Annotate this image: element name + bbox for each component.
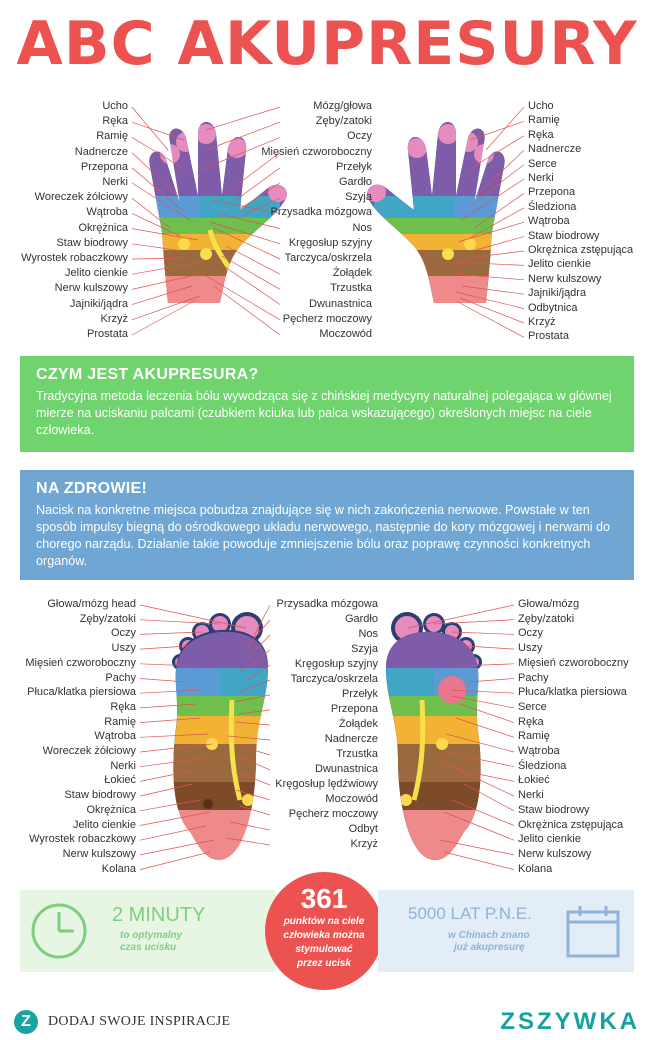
hand-center-label: Przełyk bbox=[335, 160, 372, 173]
foot-center-label: Nos bbox=[358, 628, 378, 640]
hand-center-label: Żołądek bbox=[332, 267, 372, 280]
foot-center-label: Przysadka mózgowa bbox=[276, 598, 378, 610]
foot-right-label: Pachy bbox=[518, 671, 549, 684]
foot-left-label: Wątroba bbox=[94, 730, 136, 743]
hand-center-label: Mięsień czworoboczny bbox=[261, 145, 372, 158]
foot-right-label: Oczy bbox=[518, 627, 544, 640]
right-foot-illustration bbox=[374, 612, 494, 870]
foot-left-leader-line bbox=[140, 852, 210, 870]
foot-right-label: Nerw kulszowy bbox=[518, 847, 592, 860]
foot-right-leader-line bbox=[434, 620, 514, 624]
hand-center-label: Oczy bbox=[346, 130, 372, 143]
foot-left-label: Nerw kulszowy bbox=[62, 847, 136, 860]
hand-right-label: Nerw kulszowy bbox=[528, 272, 602, 285]
foot-center-label: Tarczyca/oskrzela bbox=[290, 673, 378, 685]
hand-center-label: Zęby/zatoki bbox=[315, 115, 372, 128]
hand-right-label: Odbytnica bbox=[528, 301, 578, 314]
hand-left-label: Prostata bbox=[87, 328, 128, 340]
zszywka-logo-icon: Z bbox=[14, 1010, 38, 1034]
foot-left-label: Zęby/zatoki bbox=[79, 612, 136, 625]
hand-right-label: Nerki bbox=[528, 172, 554, 184]
stat-points-caption-3: stymulować bbox=[295, 944, 353, 955]
hand-left-label: Przepona bbox=[80, 160, 128, 173]
right-hand-illustration bbox=[354, 110, 514, 306]
hand-center-leader-line bbox=[214, 286, 280, 335]
info-what-is-panel bbox=[20, 356, 634, 452]
foot-left-label: Ręka bbox=[110, 700, 136, 713]
foot-left-label: Oczy bbox=[110, 627, 136, 640]
hand-right-label: Ucho bbox=[528, 100, 554, 112]
foot-left-label: Głowa/mózg head bbox=[47, 598, 136, 610]
stat-minutes-caption-2: czas ucisku bbox=[120, 942, 177, 953]
foot-left-label: Wyrostek robaczkowy bbox=[29, 833, 136, 846]
foot-right-label: Zęby/zatoki bbox=[518, 612, 575, 625]
hand-left-label: Ręka bbox=[102, 115, 128, 128]
hand-right-label: Nadnercze bbox=[528, 143, 582, 156]
foot-right-label: Łokieć bbox=[518, 774, 550, 787]
page-title: ABC AKUPRESURY bbox=[16, 9, 638, 79]
stat-points-circle bbox=[265, 872, 383, 990]
stat-points-caption-1: punktów na ciele bbox=[283, 916, 365, 927]
hand-left-label: Wyrostek robaczkowy bbox=[21, 252, 128, 264]
hand-right-label: Ręka bbox=[528, 128, 554, 141]
foot-right-leader-line bbox=[408, 605, 514, 628]
hand-center-label: Pęcherz moczowy bbox=[282, 312, 372, 325]
foot-right-label: Głowa/mózg bbox=[518, 598, 580, 610]
foot-center-label: Przełyk bbox=[341, 688, 378, 700]
hand-right-label: Wątroba bbox=[528, 215, 570, 228]
stat-minutes-value: 2 MINUTY bbox=[112, 904, 206, 926]
info-what-is-text: Tradycyjna metoda leczenia bólu wywodząca się z chińskiej medycyny naturalnej polegająca w głównej mierze na uciskaniu palcami (czubkiem kciuka lub palca wskazującego) określonych miejsc na ciele człowieka. bbox=[36, 389, 612, 437]
hand-center-label: Trzustka bbox=[330, 282, 372, 295]
info-health-text: Nacisk na konkretne miejsca pobudza znajdujące się w nich zakończenia nerwowe. Powstałe w ten sposób impulsy biegną do ośrodkowego układu nerwowego, następnie do kory mózgowej i nerwami do chorego narządu. Działanie takie powoduje zmniejszenie bólu oraz poprawę czynności konkretnych organów. bbox=[36, 503, 611, 568]
foot-center-label: Kręgosłup lędźwiowy bbox=[275, 778, 378, 790]
footer-cta[interactable] bbox=[14, 1010, 230, 1034]
left-foot-illustration bbox=[160, 612, 280, 870]
foot-left-label: Mięsień czworoboczny bbox=[25, 656, 136, 669]
foot-right-label: Staw biodrowy bbox=[518, 803, 590, 816]
hand-left-label: Jajniki/jądra bbox=[69, 297, 128, 310]
hand-center-label: Przysadka mózgowa bbox=[270, 206, 372, 219]
foot-center-label: Gardło bbox=[344, 613, 378, 625]
stat-years-value: 5000 LAT P.N.E. bbox=[408, 904, 532, 923]
hand-center-label: Dwunastnica bbox=[309, 297, 372, 310]
stat-points-caption-2: człowieka można bbox=[283, 930, 365, 941]
hand-center-label: Kręgosłup szyjny bbox=[288, 236, 372, 249]
hand-center-leader-line bbox=[218, 262, 280, 305]
hand-right-label: Jelito cienkie bbox=[528, 258, 591, 271]
foot-left-label: Staw biodrowy bbox=[64, 789, 136, 802]
stat-points-caption-4: przez ucisk bbox=[297, 958, 351, 969]
hand-center-leader-line bbox=[226, 246, 280, 274]
hand-right-label: Ramię bbox=[528, 114, 560, 127]
foot-right-label: Płuca/klatka piersiowa bbox=[518, 686, 627, 699]
hand-center-label: Gardło bbox=[338, 176, 372, 188]
foot-center-label: Kręgosłup szyjny bbox=[294, 658, 378, 670]
foot-right-label: Kolana bbox=[518, 862, 553, 875]
calendar-icon bbox=[562, 900, 624, 962]
foot-center-label: Krzyż bbox=[350, 838, 378, 850]
hand-right-label: Jajniki/jądra bbox=[528, 287, 587, 300]
foot-left-label: Jelito cienkie bbox=[73, 818, 136, 831]
foot-left-label: Nerki bbox=[110, 759, 136, 772]
hand-right-leader-line bbox=[486, 107, 524, 150]
foot-center-label: Żołądek bbox=[338, 718, 378, 730]
hand-left-label: Nadnercze bbox=[74, 145, 128, 158]
hand-left-label: Ramię bbox=[96, 130, 128, 143]
foot-left-leader-line bbox=[140, 605, 246, 628]
foot-left-label: Łokieć bbox=[104, 774, 136, 787]
foot-right-label: Ramię bbox=[518, 730, 550, 743]
foot-center-label: Szyja bbox=[351, 643, 378, 655]
foot-right-label: Wątroba bbox=[518, 745, 560, 757]
hand-left-leader-line bbox=[132, 300, 196, 335]
stat-minutes-caption-1: to optymalny bbox=[120, 930, 183, 941]
hand-left-label: Krzyż bbox=[100, 312, 128, 325]
info-what-is-heading: CZYM JEST AKUPRESURA? bbox=[36, 366, 259, 383]
clock-icon bbox=[28, 900, 90, 962]
hand-right-label: Śledziona bbox=[528, 200, 577, 213]
hand-right-label: Okrężnica zstępująca bbox=[528, 244, 634, 256]
hand-right-label: Serce bbox=[528, 157, 557, 170]
hand-left-label: Okrężnica bbox=[78, 221, 128, 234]
foot-left-leader-line bbox=[140, 620, 220, 624]
foot-left-label: Pachy bbox=[105, 671, 136, 684]
hand-right-label: Staw biodrowy bbox=[528, 229, 600, 242]
hand-center-label: Moczowód bbox=[319, 328, 372, 340]
foot-right-label: Okrężnica zstępująca bbox=[518, 818, 624, 831]
foot-center-label: Trzustka bbox=[336, 748, 378, 760]
foot-right-leader-line bbox=[444, 852, 514, 870]
info-health-heading: NA ZDROWIE! bbox=[36, 480, 148, 497]
footer-cta-text: DODAJ SWOJE INSPIRACJE bbox=[48, 1014, 231, 1029]
foot-right-label: Ręka bbox=[518, 715, 544, 728]
foot-right-label: Jelito cienkie bbox=[518, 833, 581, 846]
foot-left-label: Ramię bbox=[104, 715, 136, 728]
stat-points-value: 361 bbox=[300, 883, 348, 914]
foot-right-label: Uszy bbox=[518, 642, 543, 655]
foot-right-label: Śledziona bbox=[518, 759, 567, 772]
hand-left-label: Wątroba bbox=[86, 206, 128, 219]
foot-left-label: Kolana bbox=[101, 862, 136, 875]
hand-center-label: Szyja bbox=[345, 191, 372, 204]
stat-years-box bbox=[378, 890, 634, 972]
stat-years-caption-2: już akupresurę bbox=[454, 942, 525, 953]
hand-right-leader-line bbox=[460, 298, 524, 323]
hand-left-label: Woreczek żółciowy bbox=[34, 191, 128, 204]
brand-logo: ZSZYWKA bbox=[500, 1008, 640, 1035]
foot-left-label: Woreczek żółciowy bbox=[42, 745, 136, 757]
hand-right-label: Krzyż bbox=[528, 316, 556, 328]
hand-center-label: Tarczyca/oskrzela bbox=[284, 252, 372, 264]
stat-years-caption-1: w Chinach znano bbox=[448, 930, 530, 941]
stat-minutes-box bbox=[20, 890, 276, 972]
foot-left-label: Uszy bbox=[111, 642, 136, 655]
foot-right-label: Nerki bbox=[518, 789, 544, 802]
foot-center-label: Nadnercze bbox=[324, 733, 378, 745]
info-health-panel bbox=[20, 470, 634, 580]
hand-left-label: Nerki bbox=[102, 176, 128, 188]
foot-center-label: Moczowód bbox=[325, 793, 378, 805]
hand-center-label: Mózg/głowa bbox=[313, 100, 372, 112]
foot-left-label: Płuca/klatka piersiowa bbox=[27, 686, 136, 699]
hand-right-label: Prostata bbox=[528, 330, 569, 343]
foot-center-label: Przepona bbox=[330, 703, 378, 715]
hand-right-leader-line bbox=[458, 302, 524, 337]
foot-left-label: Okrężnica bbox=[86, 803, 136, 816]
foot-center-label: Pęcherz moczowy bbox=[288, 808, 378, 820]
foot-right-label: Serce bbox=[518, 700, 547, 713]
hand-left-label: Jelito cienkie bbox=[65, 267, 128, 280]
hand-center-label: Nos bbox=[352, 221, 372, 234]
foot-center-label: Odbyt bbox=[348, 823, 378, 835]
hand-left-label: Nerw kulszowy bbox=[54, 282, 128, 295]
foot-right-label: Mięsień czworoboczny bbox=[518, 656, 629, 669]
foot-center-label: Dwunastnica bbox=[315, 763, 378, 775]
hand-right-label: Przepona bbox=[528, 186, 576, 199]
hand-left-label: Staw biodrowy bbox=[56, 236, 128, 249]
hand-left-label: Ucho bbox=[102, 100, 128, 112]
